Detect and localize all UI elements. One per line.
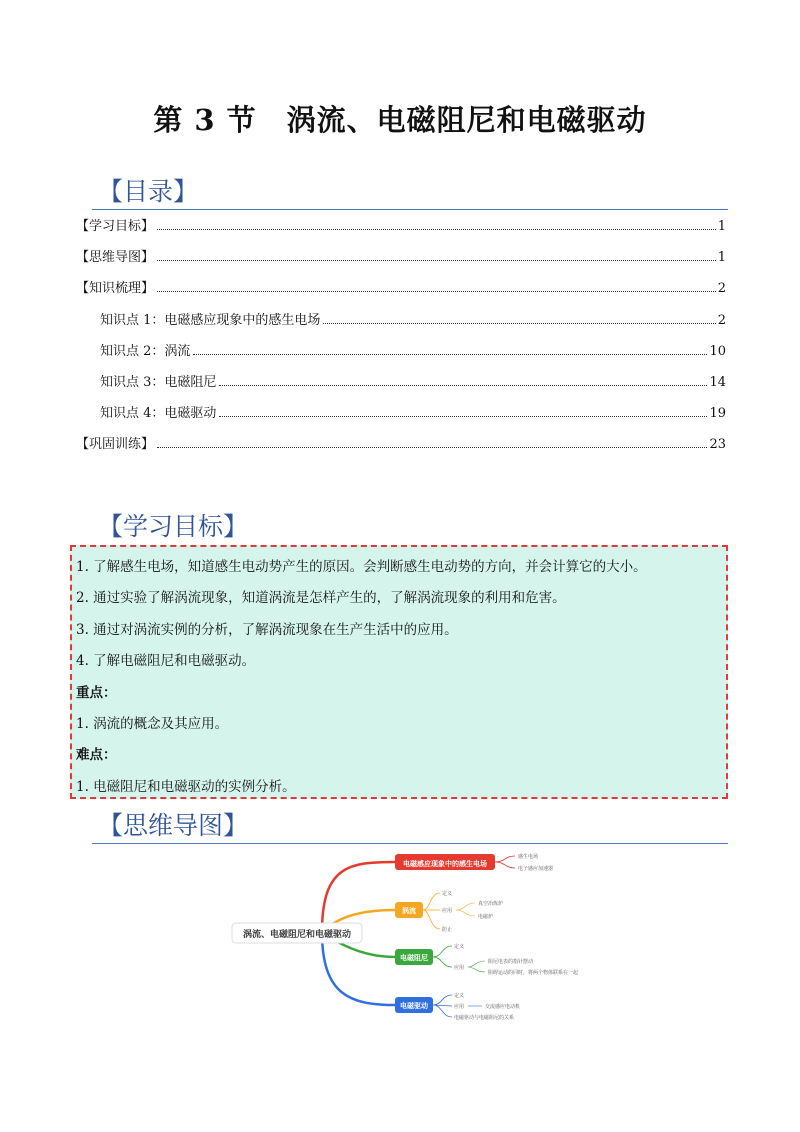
toc-item-label: 知识点 2：涡流: [100, 344, 191, 359]
toc-dot-leader: [157, 447, 707, 448]
toc-item-page: 2: [717, 281, 726, 296]
mindmap-branch-text: 电磁驱动: [400, 1002, 428, 1010]
toc-item-page: 23: [709, 437, 726, 452]
page-title: 第 3 节 涡流、电磁阻尼和电磁驱动: [153, 103, 647, 137]
toc-rule: [92, 209, 728, 210]
toc-item-label: 知识点 4：电磁驱动: [100, 406, 217, 421]
mindmap-heading: 【思维导图】: [98, 811, 249, 840]
mindmap-leaf-text: 定义: [442, 891, 453, 897]
mindmap-leaf-text: 定义: [454, 993, 465, 999]
mindmap-rule: [92, 843, 728, 844]
mindmap-subleaf-text: 阻碍运动的同时，将两个物体联系在一起: [488, 970, 579, 976]
mindmap-branch-text: 电磁感应现象中的感生电场: [403, 860, 487, 868]
mindmap-center-text: 涡流、电磁阻尼和电磁驱动: [242, 930, 352, 940]
toc-item-label: 【知识梳理】: [76, 281, 155, 296]
goal-line: 1. 电磁阻尼和电磁驱动的实例分析。: [76, 779, 296, 795]
toc-item[interactable]: [76, 245, 726, 265]
toc-item-label: 知识点 3：电磁阻尼: [100, 375, 217, 390]
key-point-label: 重点：: [76, 685, 117, 701]
toc-item-page: 1: [717, 250, 726, 265]
mindmap-subleaf-text: 电磁炉: [478, 914, 494, 920]
goal-line: 2. 通过实验了解涡流现象，知道涡流是怎样产生的，了解涡流现象的利用和危害。: [76, 590, 566, 606]
mindmap-leaf-text: 电子感应加速器: [518, 866, 554, 872]
toc-dot-leader: [157, 229, 716, 230]
toc-item-page: 1: [717, 219, 726, 234]
mindmap-leaf-text: 感生电场: [518, 854, 539, 860]
toc-dot-leader: [323, 323, 715, 324]
leaf-connector: [456, 903, 475, 916]
toc-item[interactable]: [76, 276, 726, 296]
toc-heading: 【目录】: [98, 177, 199, 206]
mindmap-leaf-text: 防止: [442, 927, 453, 933]
mindmap-leaf-text: 应用: [454, 965, 465, 971]
toc-item[interactable]: [76, 214, 726, 234]
leaf-connector: [468, 961, 485, 972]
leaf-connector: [433, 995, 452, 1017]
mindmap-leaf-text: 应用: [454, 1004, 465, 1010]
mindmap-branch-text: 涡流: [402, 907, 416, 915]
toc-item-label: 知识点 1：电磁感应现象中的感生电场: [100, 313, 321, 328]
difficulty-label: 难点：: [76, 747, 117, 763]
mindmap-subleaf-text: 阻尼电表的指针摆动: [488, 959, 534, 965]
toc-item-page: 2: [717, 313, 726, 328]
toc-item-label: 【思维导图】: [76, 250, 155, 265]
toc-dot-leader: [157, 291, 716, 292]
toc-item[interactable]: [76, 432, 726, 452]
goal-line: 3. 通过对涡流实例的分析，了解涡流现象在生产生活中的应用。: [76, 622, 458, 638]
toc-dot-leader: [193, 354, 707, 355]
toc-dot-leader: [219, 416, 707, 417]
toc-item-page: 19: [709, 406, 726, 421]
leaf-connector: [423, 893, 440, 929]
mindmap-leaf-text: 应用: [442, 908, 453, 914]
leaf-connector: [495, 856, 515, 868]
toc-item[interactable]: [100, 370, 726, 390]
toc-dot-leader: [219, 385, 707, 386]
mind-map-diagram: [230, 845, 600, 1025]
toc-item-page: 14: [709, 375, 726, 390]
toc-item[interactable]: [100, 401, 726, 421]
toc-item-label: 【学习目标】: [76, 219, 155, 234]
branch-line-red: [322, 862, 395, 932]
goals-heading: 【学习目标】: [98, 512, 249, 541]
mindmap-branch-text: 电磁阻尼: [400, 954, 428, 962]
toc-item-label: 【巩固训练】: [76, 437, 155, 452]
toc-item[interactable]: [100, 308, 726, 328]
toc-item-page: 10: [709, 344, 726, 359]
goal-line: 4. 了解电磁阻尼和电磁驱动。: [76, 653, 256, 669]
leaf-connector: [433, 946, 452, 967]
mindmap-subleaf-text: 交流感应电动机: [485, 1004, 521, 1010]
mindmap-leaf-text: 电磁驱动与电磁阻尼的关系: [454, 1015, 515, 1021]
goal-line: 1. 了解感生电场，知道感生电动势产生的原因。会判断感生电动势的方向，并会计算它的大小。: [76, 559, 647, 575]
goals-box: [70, 545, 728, 799]
mindmap-subleaf-text: 真空冶炼炉: [478, 901, 504, 907]
toc-dot-leader: [157, 260, 716, 261]
goal-line: 1. 涡流的概念及其应用。: [76, 716, 229, 732]
mindmap-leaf-text: 定义: [454, 944, 465, 950]
toc-item[interactable]: [100, 339, 726, 359]
